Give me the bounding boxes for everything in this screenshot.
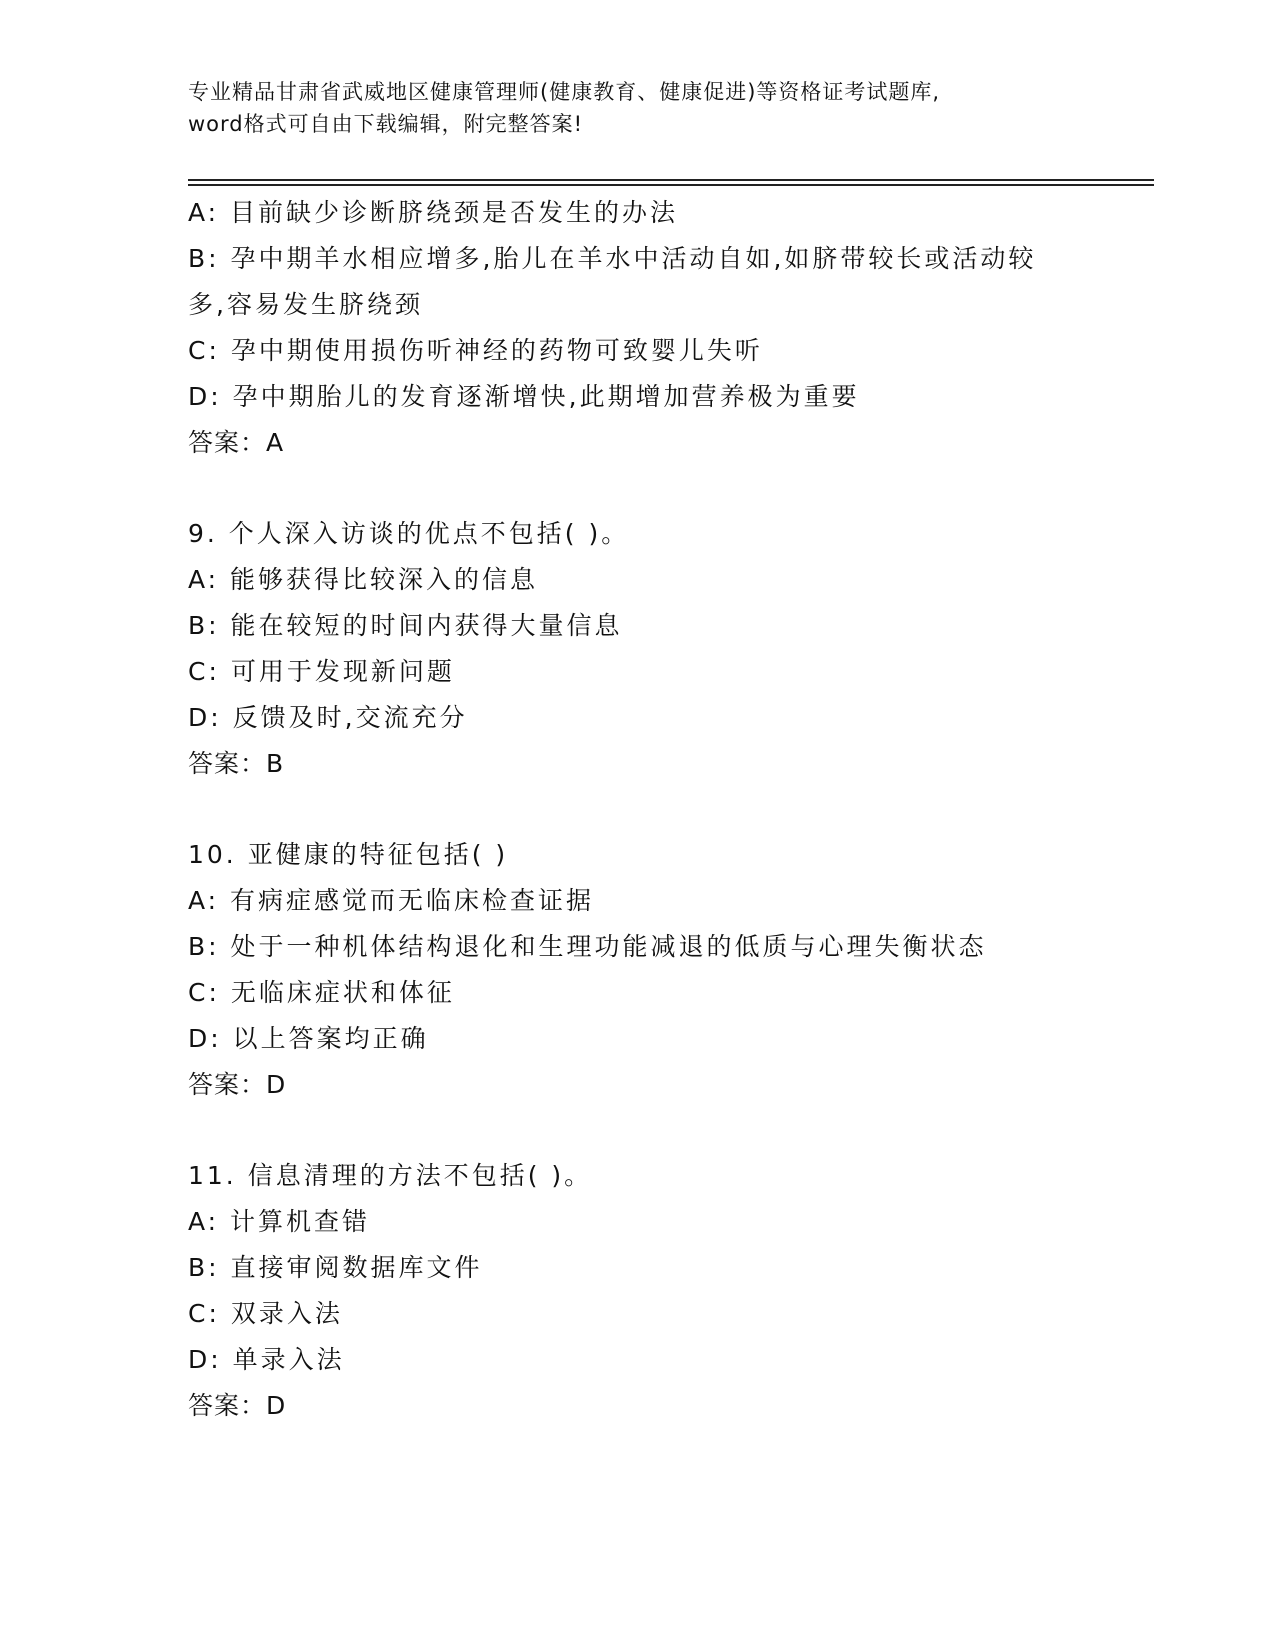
option-a: A: 目前缺少诊断脐绕颈是否发生的办法 — [188, 198, 679, 227]
option-d: D: 单录入法 — [188, 1345, 345, 1374]
option-b: B: 处于一种机体结构退化和生理功能减退的低质与心理失衡状态 — [188, 932, 987, 961]
option-b-continued: 多,容易发生脐绕颈 — [188, 290, 423, 319]
option-b: B: 直接审阅数据库文件 — [188, 1253, 483, 1282]
question-fragment — [188, 190, 1088, 466]
question-stem: 9. 个人深入访谈的优点不包括( )。 — [188, 519, 630, 548]
question-9 — [188, 511, 1088, 787]
answer-line: 答案：B — [188, 749, 285, 778]
answer-line: 答案：D — [188, 1391, 287, 1420]
spacer — [188, 1108, 1088, 1153]
option-d: D: 以上答案均正确 — [188, 1024, 429, 1053]
option-a: A: 计算机查错 — [188, 1207, 371, 1236]
option-a: A: 能够获得比较深入的信息 — [188, 565, 539, 594]
option-c: C: 可用于发现新问题 — [188, 657, 455, 686]
option-b: B: 能在较短的时间内获得大量信息 — [188, 611, 623, 640]
option-c: C: 孕中期使用损伤听神经的药物可致婴儿失听 — [188, 336, 763, 365]
option-c: C: 无临床症状和体征 — [188, 978, 455, 1007]
spacer — [188, 787, 1088, 832]
question-stem: 11. 信息清理的方法不包括( )。 — [188, 1161, 593, 1190]
option-d: D: 反馈及时,交流充分 — [188, 703, 468, 732]
question-list — [188, 190, 1088, 1429]
option-c: C: 双录入法 — [188, 1299, 343, 1328]
header-title-line-2: word格式可自由下载编辑，附完整答案! — [188, 112, 584, 136]
header-divider-bottom — [188, 184, 1154, 186]
header-title-line-1: 专业精品甘肃省武威地区健康管理师(健康教育、健康促进)等资格证考试题库, — [188, 80, 941, 104]
option-a: A: 有病症感觉而无临床检查证据 — [188, 886, 595, 915]
option-d: D: 孕中期胎儿的发育逐渐增快,此期增加营养极为重要 — [188, 382, 860, 411]
option-b: B: 孕中期羊水相应增多,胎儿在羊水中活动自如,如脐带较长或活动较 — [188, 244, 1037, 273]
question-11 — [188, 1153, 1088, 1429]
question-stem: 10. 亚健康的特征包括( ) — [188, 840, 509, 869]
question-10 — [188, 832, 1088, 1108]
answer-line: 答案：A — [188, 428, 285, 457]
answer-line: 答案：D — [188, 1070, 287, 1099]
header-divider-top — [188, 179, 1154, 181]
spacer — [188, 466, 1088, 511]
document-header — [188, 76, 1088, 140]
